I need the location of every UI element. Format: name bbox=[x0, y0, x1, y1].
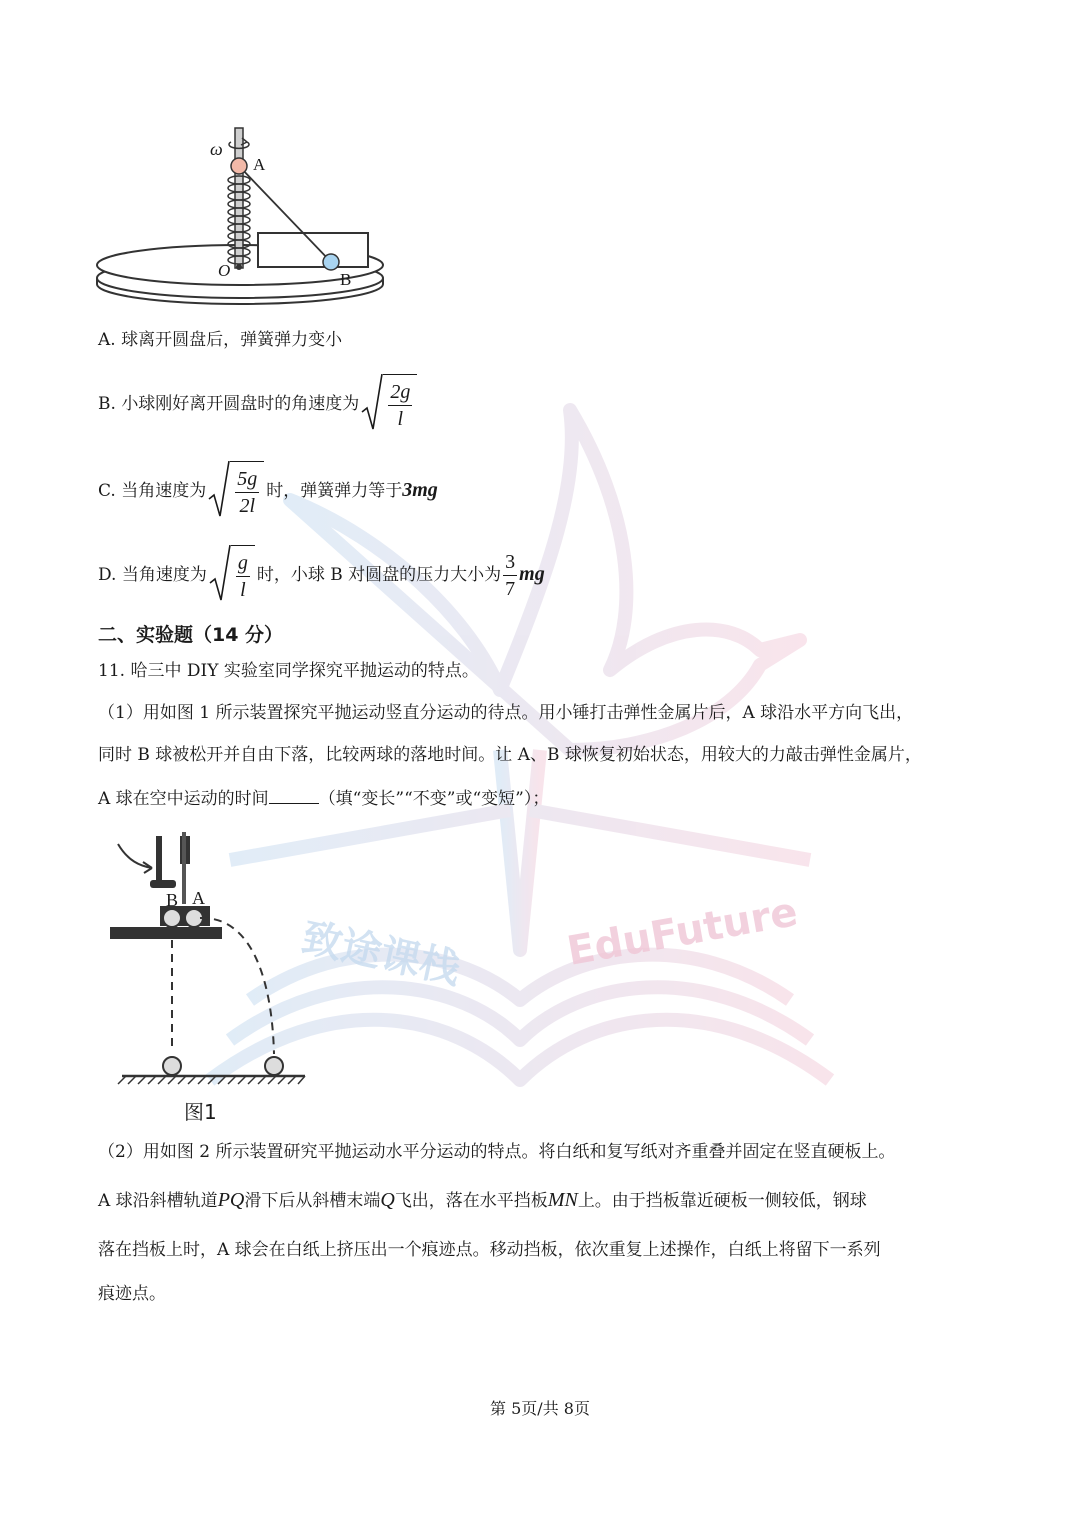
option-b-denominator: l bbox=[397, 408, 404, 430]
option-a-text: 球离开圆盘后，弹簧弹力变小 bbox=[121, 330, 343, 350]
radical-sign bbox=[208, 461, 230, 519]
part1-line3-pre: A 球在空中运动的时间 bbox=[98, 789, 269, 809]
option-c-post: 时，弹簧弹力等于 bbox=[266, 481, 403, 501]
watermark-text-cn: 致途课栈 bbox=[297, 914, 464, 994]
part2-line2-d: 上。由于挡板靠近硬板一侧较低，钢球 bbox=[577, 1191, 867, 1211]
section-heading: 二、实验题（14 分） bbox=[98, 624, 284, 646]
option-b bbox=[98, 374, 419, 435]
option-d-numerator: g bbox=[236, 550, 250, 577]
option-c-value: 3mg bbox=[402, 479, 438, 501]
option-d-post: 时，小球 B 对圆盘的压力大小为 bbox=[256, 565, 502, 585]
option-a-label: A. bbox=[98, 330, 116, 350]
option-b-label: B. bbox=[98, 394, 116, 414]
option-c-numerator: 5g bbox=[235, 466, 259, 493]
option-d-value: mg bbox=[519, 563, 545, 585]
figure-1 bbox=[100, 826, 320, 1126]
label-o: O bbox=[218, 261, 231, 280]
part2-line2-c: 飞出，落在水平挡板 bbox=[394, 1191, 548, 1211]
omega-label: ω bbox=[210, 139, 223, 159]
option-d-pre: 当角速度为 bbox=[121, 565, 207, 585]
option-d-frac-numerator: 3 bbox=[503, 549, 517, 576]
part1-line3-post: （填“变长”“不变”或“变短”）； bbox=[318, 789, 550, 809]
fig1-label-b: B bbox=[166, 890, 179, 910]
symbol-mn: MN bbox=[547, 1189, 578, 1211]
sqrt-expression bbox=[208, 461, 264, 522]
option-c bbox=[98, 460, 438, 522]
fig1-caption: 图1 bbox=[184, 1100, 217, 1124]
option-c-pre: 当角速度为 bbox=[121, 481, 207, 501]
answer-blank bbox=[269, 785, 319, 804]
option-d-denominator: l bbox=[240, 579, 246, 601]
option-d bbox=[98, 544, 545, 606]
ball-a bbox=[231, 158, 247, 174]
option-b-numerator: 2g bbox=[388, 379, 412, 406]
question-11-stem: 11. 哈三中 DIY 实验室同学探究平抛运动的特点。 bbox=[98, 661, 479, 681]
part2-line1: （2）用如图 2 所示装置研究平抛运动水平分运动的特点。将白纸和复写纸对齐重叠并固定在竖直硬板上。 bbox=[98, 1142, 896, 1162]
part1-line3 bbox=[98, 785, 549, 811]
part1-line2: 同时 B 球被松开并自由下落，比较两球的落地时间。让 A、B 球恢复初始状态，用较大的力敲击弹性金属片， bbox=[98, 745, 922, 765]
label-b: B bbox=[340, 270, 352, 289]
sqrt-expression bbox=[361, 374, 417, 435]
part2-line2-a: A 球沿斜槽轨道 bbox=[98, 1191, 218, 1211]
page-footer: 第 5页/共 8页 bbox=[490, 1399, 590, 1418]
option-c-label: C. bbox=[98, 481, 116, 501]
symbol-pq: PQ bbox=[217, 1189, 245, 1211]
part2-line2 bbox=[98, 1188, 867, 1213]
option-a bbox=[98, 328, 342, 352]
part1-line1: （1）用如图 1 所示装置探究平抛运动竖直分运动的待点。用小锤打击弹性金属片后，A 球沿水平方向飞出， bbox=[98, 703, 914, 723]
fig1-label-a: A bbox=[192, 888, 205, 908]
option-b-text: 小球刚好离开圆盘时的角速度为 bbox=[121, 394, 360, 414]
radical-sign bbox=[361, 374, 383, 432]
sqrt-expression bbox=[209, 545, 255, 606]
part2-line2-b: 滑下后从斜槽末端 bbox=[244, 1191, 381, 1211]
part2-line4: 痕迹点。 bbox=[98, 1284, 166, 1304]
pen-shape bbox=[500, 750, 540, 950]
rotating-disk-figure bbox=[95, 120, 395, 305]
watermark-text-en: EduFuture bbox=[563, 889, 801, 975]
symbol-q: Q bbox=[380, 1189, 395, 1211]
part2-line3: 落在挡板上时，A 球会在白纸上挤压出一个痕迹点。移动挡板，依次重复上述操作，白纸上将留下一系列 bbox=[98, 1240, 881, 1260]
ball-b bbox=[323, 254, 339, 270]
option-c-denominator: 2l bbox=[239, 495, 255, 517]
option-d-label: D. bbox=[98, 565, 117, 585]
radical-sign bbox=[209, 545, 231, 603]
label-a: A bbox=[253, 155, 266, 174]
option-d-frac-denominator: 7 bbox=[505, 578, 516, 600]
